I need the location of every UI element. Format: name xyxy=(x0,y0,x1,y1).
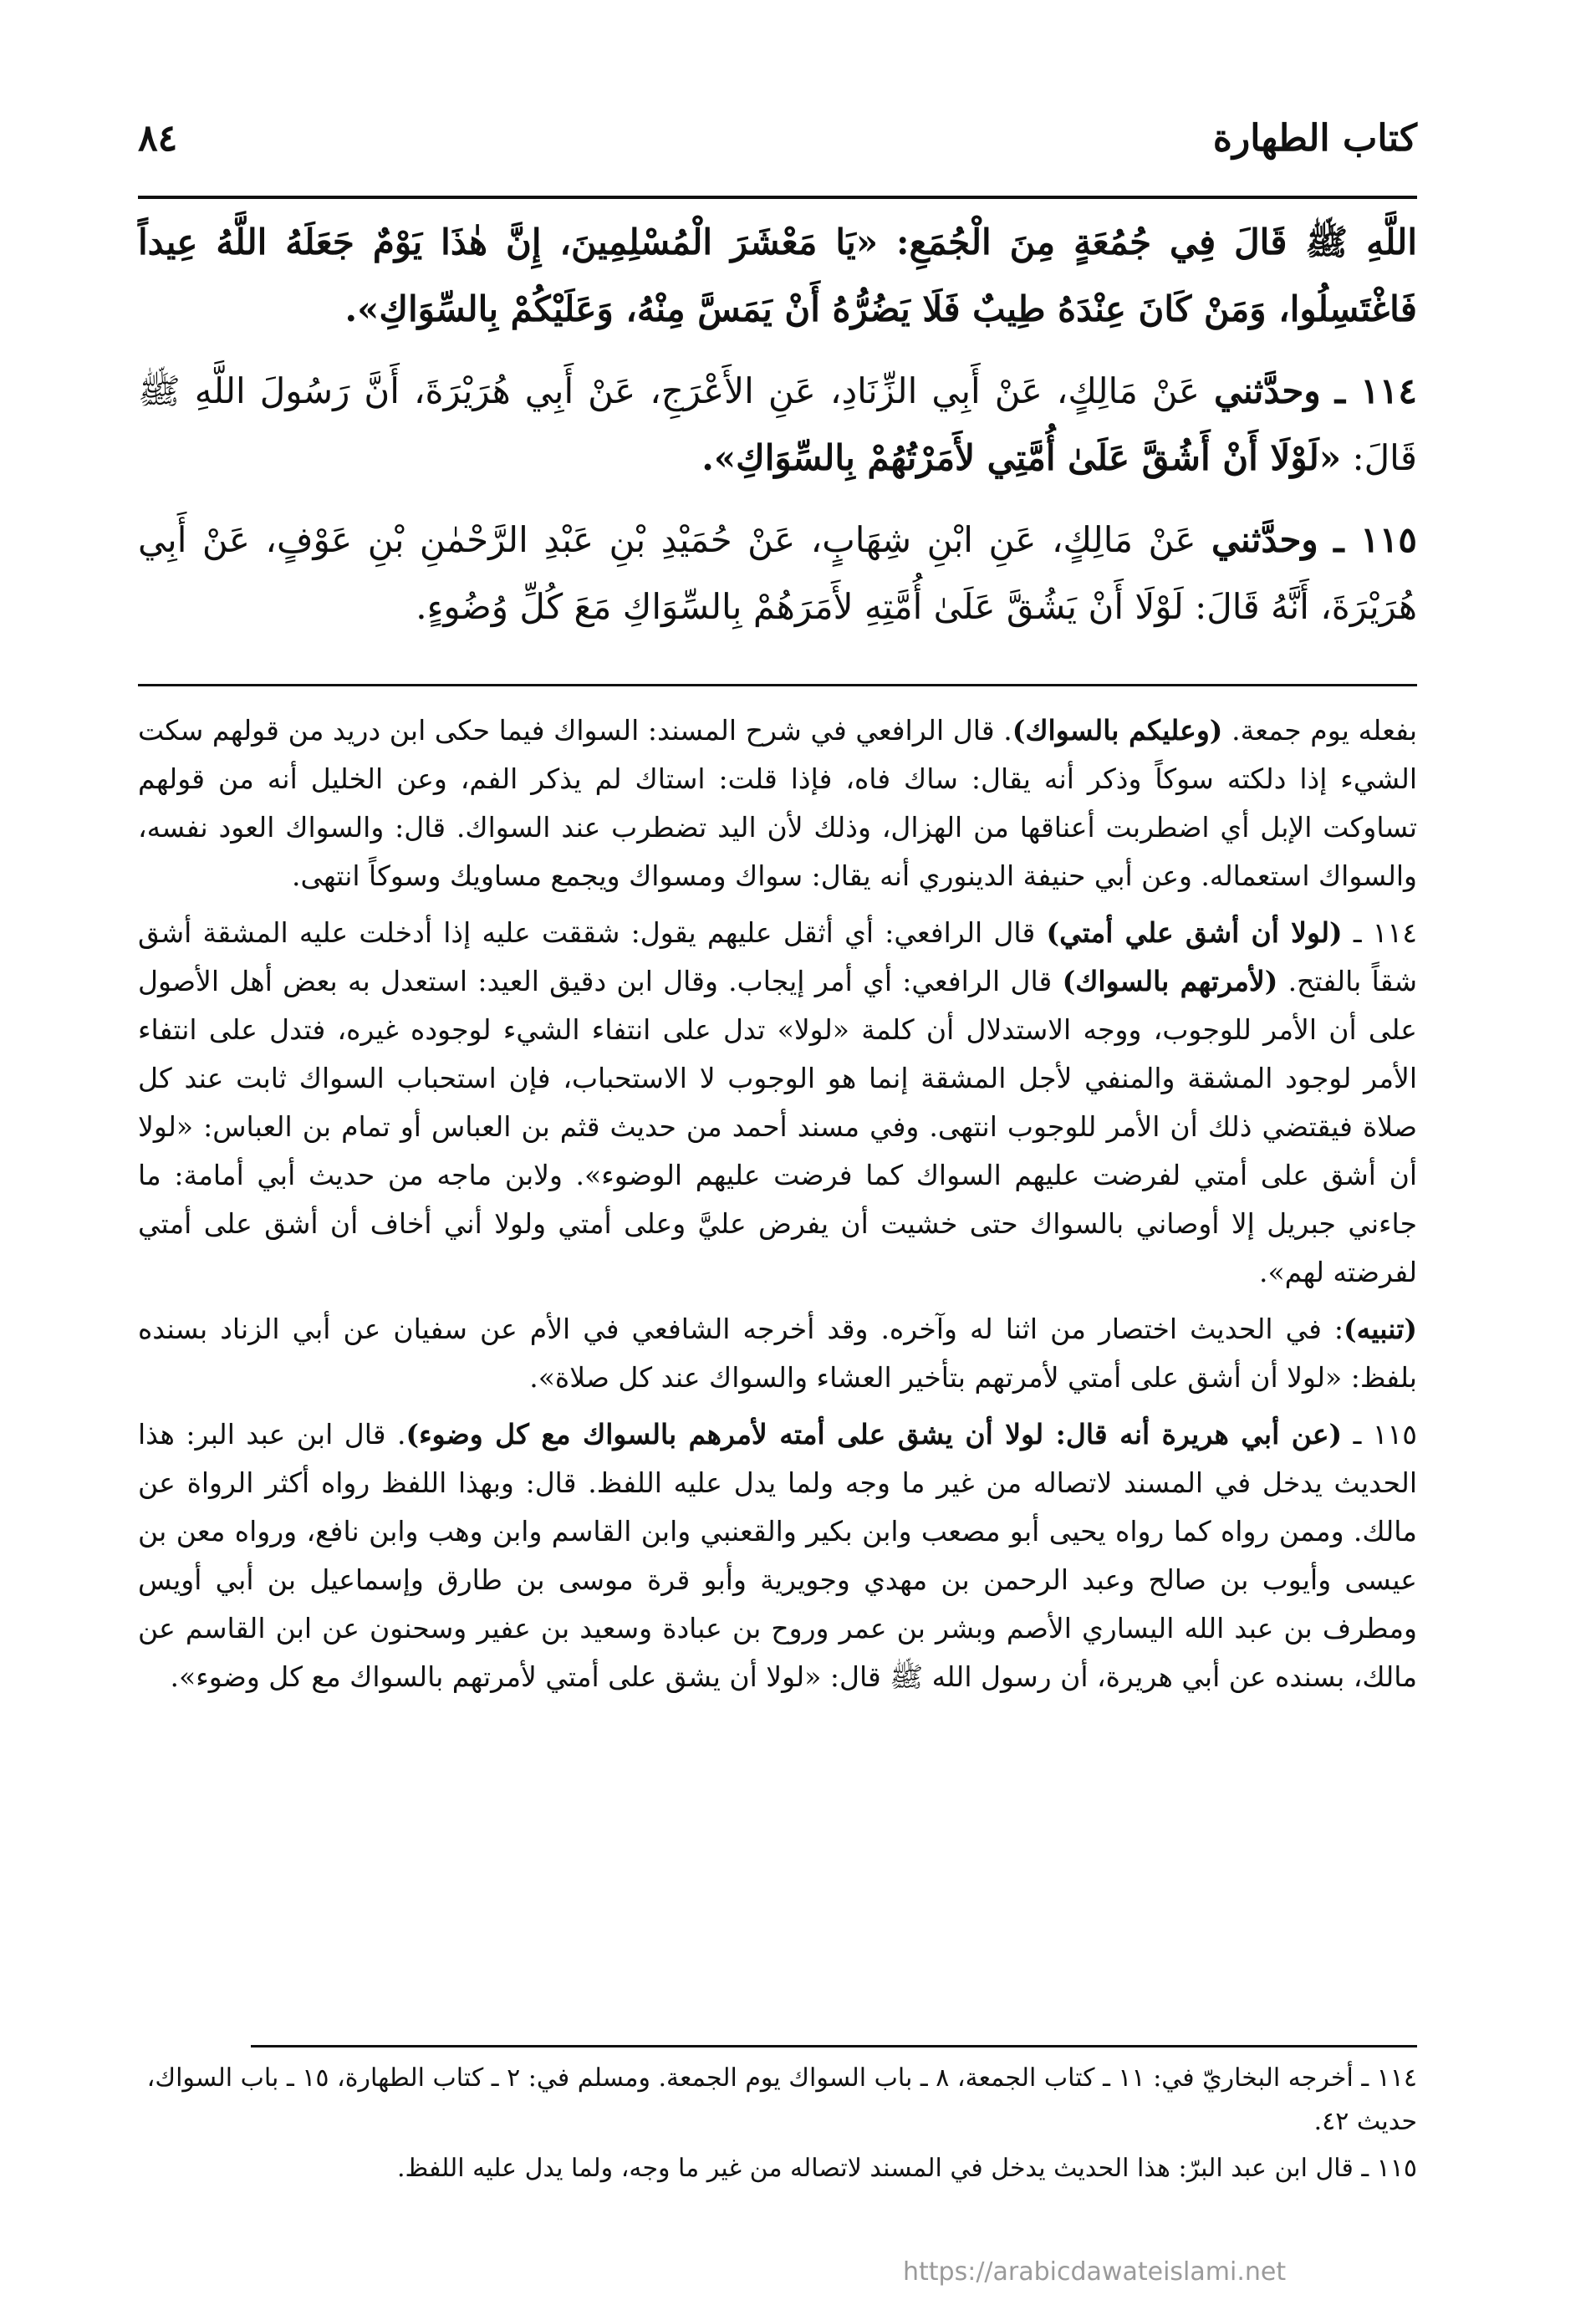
commentary-number: ١١٥ ـ xyxy=(1353,1418,1417,1451)
commentary-text: . قال الرافعي في شرح المسند: السواك فيما حكى ابن دريد من قولهم سكت الشيء إذا دلكته سوكاً وذكر أنه يقال: ساك فاه، فإذا قلت: استاك لم يذكر الفم، وعن الخليل أنه من قولهم تساوكت الإبل أي اضطربت أعناقها من الهزال، وذلك لأن اليد تضطرب عند السواك. قال: والسواك العود نفسه، والسواك استعماله. وعن أبي حنيفة الدينوري أنه يقال: سواك ومسواك ويجمع مساويك وسوكاً انتهى. xyxy=(138,714,1417,892)
hadith-quote: «لَوْلَا أَنْ أَشُقَّ عَلَىٰ أُمَّتِي لأَمَرْتُهُمْ بِالسِّوَاكِ». xyxy=(701,437,1342,478)
commentary-lemma: (لولا أن أشق علي أمتي) xyxy=(1046,916,1343,949)
commentary-divider xyxy=(138,684,1417,686)
page-number: ٨٤ xyxy=(138,117,178,160)
commentary-paragraph xyxy=(138,909,1417,1297)
hadith-paragraph xyxy=(138,209,1417,343)
page-header xyxy=(138,109,1417,184)
footnote-divider xyxy=(251,2045,1417,2047)
footnote: ١١٥ ـ قال ابن عبد البرّ: هذا الحديث يدخل في المسند لاتصاله من غير ما وجه، ولما يدل عليه اللفظ. xyxy=(396,2154,1417,2183)
commentary-number: ١١٤ ـ xyxy=(1353,916,1417,949)
commentary-text: : في الحديث اختصار من اثنا له وآخره. وقد أخرجه الشافعي في الأم عن سفيان عن أبي الزناد بسنده بلفظ: «لولا أن أشق على أمتي لأمرتهم بتأخير العشاء والسواك عند كل صلاة». xyxy=(138,1313,1417,1394)
commentary-lemma: (وعليكم بالسواك) xyxy=(1012,714,1223,747)
hadith-p1: اللَّهِ ﷺ قَالَ فِي جُمُعَةٍ مِنَ الْجُمَعِ: «يَا مَعْشَرَ الْمُسْلِمِينَ، إِنَّ هٰذَا يَوْمٌ جَعَلَهُ اللَّهُ عِيداً فَاغْتَسِلُوا، وَمَنْ كَانَ عِنْدَهُ طِيبٌ فَلَا يَضُرُّهُ أَنْ يَمَسَّ مِنْهُ، وَعَلَيْكُمْ بِالسِّوَاكِ». xyxy=(138,222,1417,329)
header-rule xyxy=(138,196,1417,199)
footnote: ١١٤ ـ أخرجه البخاريّ في: ١١ ـ كتاب الجمعة، ٨ ـ باب السواك يوم الجمعة. ومسلم في: ٢ ـ كتاب الطهارة، ١٥ ـ باب السواك، حديث ٤٢. xyxy=(146,2063,1417,2136)
commentary-text: قال الرافعي: أي أمر إيجاب. وقال ابن دقيق العيد: استعدل به بعض أهل الأصول على أن الأمر للوجوب، ووجه الاستدلال أن كلمة «لولا» تدل على انتفاء الشيء لوجوده غيره، فتدل على انتفاء الأمر لوجود المشقة والمنفي لأجل المشقة إنما هو الوجوب لا الاستحباب، فإن استحباب السواك ثابت عند كل صلاة فيقتضي ذلك أن الأمر للوجوب انتهى. وفي مسند أحمد من حديث قثم بن العباس أو تمام بن العباس: «لولا أن أشق على أمتي لفرضت عليهم السواك كما فرضت عليهم الوضوء». ولابن ماجه من حديث أبي أمامة: ما جاءني جبريل إلا أوصاني بالسواك حتى خشيت أن يفرض عليَّ وعلى أمتي ولولا أني أخاف أن أشق على أمتي لفرضته لهم». xyxy=(138,965,1418,1288)
hadith-lead: وحدَّثني xyxy=(1213,370,1321,411)
commentary-text: بفعله يوم جمعة. xyxy=(1231,714,1418,747)
hadith-paragraph xyxy=(138,358,1417,492)
commentary xyxy=(138,706,1417,1710)
commentary-lemma: (تنبيه) xyxy=(1344,1313,1417,1345)
watermark: https://arabicdawateislami.net xyxy=(903,2257,1287,2287)
hadith-number: ١١٥ ـ xyxy=(1333,519,1417,560)
footnotes xyxy=(138,2057,1417,2194)
commentary-text: . قال ابن عبد البر: هذا الحديث يدخل في المسند لاتصاله من غير ما وجه ولما يدل عليه اللفظ. قال: وبهذا اللفظ رواه أكثر الرواة عن مالك. وممن رواه كما رواه يحيى أبو مصعب وابن بكير والقعنبي وابن القاسم وابن وهب وابن نافع، ورواه معن بن عيسى وأيوب بن صالح وعبد الرحمن بن مهدي وجويرية وأبو قرة موسى بن طارق وإسماعيل بن أبي أويس ومطرف بن عبد الله اليساري الأصم وبشر بن عمر وروح بن عبادة وسعيد بن عفير وسحنون عن ابن القاسم عن مالك، بسنده عن أبي هريرة، أن رسول الله ﷺ قال: «لولا أن يشق على أمتي لأمرتهم بالسواك مع كل وضوء». xyxy=(138,1418,1417,1693)
hadith-chain: عَنْ مَالِكٍ، عَنِ ابْنِ شِهَابٍ، عَنْ حُمَيْدِ بْنِ عَبْدِ الرَّحْمٰنِ بْنِ عَوْفٍ، عَنْ أَبِي هُرَيْرَةَ، أَنَّهُ قَالَ: لَوْلَا أَنْ يَشُقَّ عَلَىٰ أُمَّتِهِ لأَمَرَهُمْ بِالسِّوَاكِ مَعَ كُلِّ وُضُوءٍ. xyxy=(138,519,1417,627)
hadith-chain: عَنْ مَالِكٍ، عَنْ أَبِي الزِّنَادِ، عَنِ الأَعْرَجِ، عَنْ أَبِي هُرَيْرَةَ، أَنَّ رَسُولَ اللَّهِ ﷺ قَالَ: xyxy=(138,370,1417,478)
commentary-paragraph xyxy=(138,1305,1417,1402)
hadith-text xyxy=(138,209,1417,640)
commentary-paragraph xyxy=(138,706,1417,900)
commentary-lemma: (عن أبي هريرة أنه قال: لولا أن يشق على أمته لأمرهم بالسواك مع كل وضوء) xyxy=(405,1418,1343,1451)
hadith-lead: وحدَّثني xyxy=(1211,519,1318,560)
commentary-lemma: (لأمرتهم بالسواك) xyxy=(1062,965,1278,997)
commentary-text: قال الرافعي: أي أثقل عليهم يقول: شققت عليه إذا أدخلت عليه المشقة أشق شقاً بالفتح. xyxy=(138,916,1418,997)
hadith-number: ١١٤ ـ xyxy=(1334,370,1417,411)
page xyxy=(138,109,1417,655)
hadith-paragraph xyxy=(138,507,1417,640)
commentary-paragraph xyxy=(138,1410,1417,1701)
chapter-title: كتاب الطهارة xyxy=(1212,117,1417,160)
